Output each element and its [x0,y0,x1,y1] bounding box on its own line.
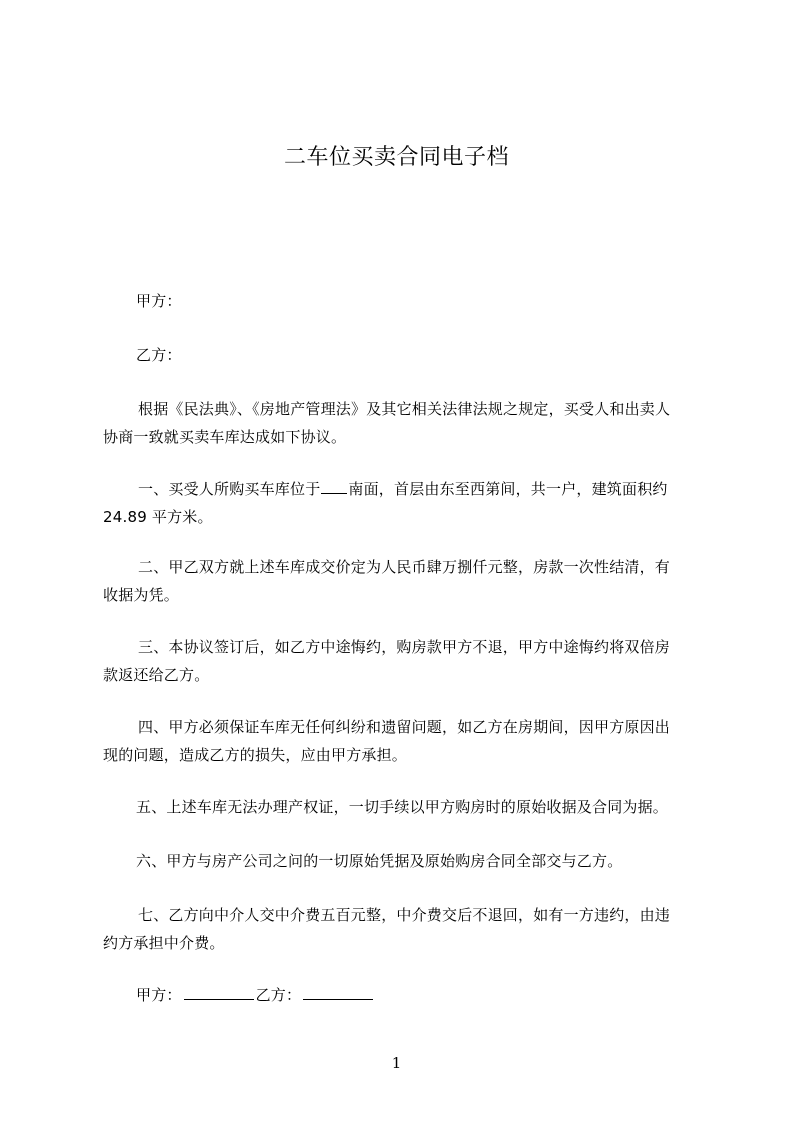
clause-1-line-2: 24.89 平方米。 [103,508,213,526]
signature-line [136,980,736,1010]
clause-6: 六、甲方与房产公司之问的一切原始凭据及原始购房合同全部交与乙方。 [136,852,623,870]
clause-2-line-2: 收据为凭。 [103,586,180,604]
intro-line-1: 根据《民法典》、《房地产管理法》及其它相关法律法规之规定，买受人和出卖人 [138,400,671,418]
clause-1-text-b: 南面，首层由东至西第间，共一户，建筑面积约 [348,480,668,498]
intro-line-2: 协商一致就买卖车库达成如下协议。 [103,428,347,446]
sign-party-a-label: 甲方： [136,986,182,1004]
clause-1-text-a: 一、买受人所购买车库位于 [138,480,321,498]
clause-3-line-1: 三、本协议签订后，如乙方中途悔约，购房款甲方不退，甲方中途悔约将双倍房 [138,638,671,656]
clause-1-line-1 [138,474,738,504]
party-a-signature-blank [184,984,254,1000]
clause-2-line-1: 二、甲乙双方就上述车库成交价定为人民币肆万捌仟元整，房款一次性结清，有 [138,558,671,576]
document-title: 二车位买卖合同电子档 [283,145,509,170]
clause-7-line-2: 约方承担中介费。 [103,934,225,952]
clause-5: 五、上述车库无法办理产权证，一切手续以甲方购房时的原始收据及合同为据。 [136,798,669,816]
clause-7-line-1: 七、乙方向中介人交中介费五百元整，中介费交后不退回，如有一方违约，由违 [138,906,671,924]
party-a-label: 甲方： [136,292,182,310]
clause-4-line-2: 现的问题，造成乙方的损失，应由甲方承担。 [103,746,408,764]
location-blank [321,478,347,494]
clause-4-line-1: 四、甲方必须保证车库无任何纠纷和遗留问题，如乙方在房期间，因甲方原因出 [138,718,671,736]
party-b-signature-blank [303,984,373,1000]
clause-3-line-2: 款返还给乙方。 [103,666,210,684]
page-number: 1 [391,1054,402,1072]
sign-party-b-label: 乙方： [255,986,302,1004]
party-b-label: 乙方： [136,346,182,364]
